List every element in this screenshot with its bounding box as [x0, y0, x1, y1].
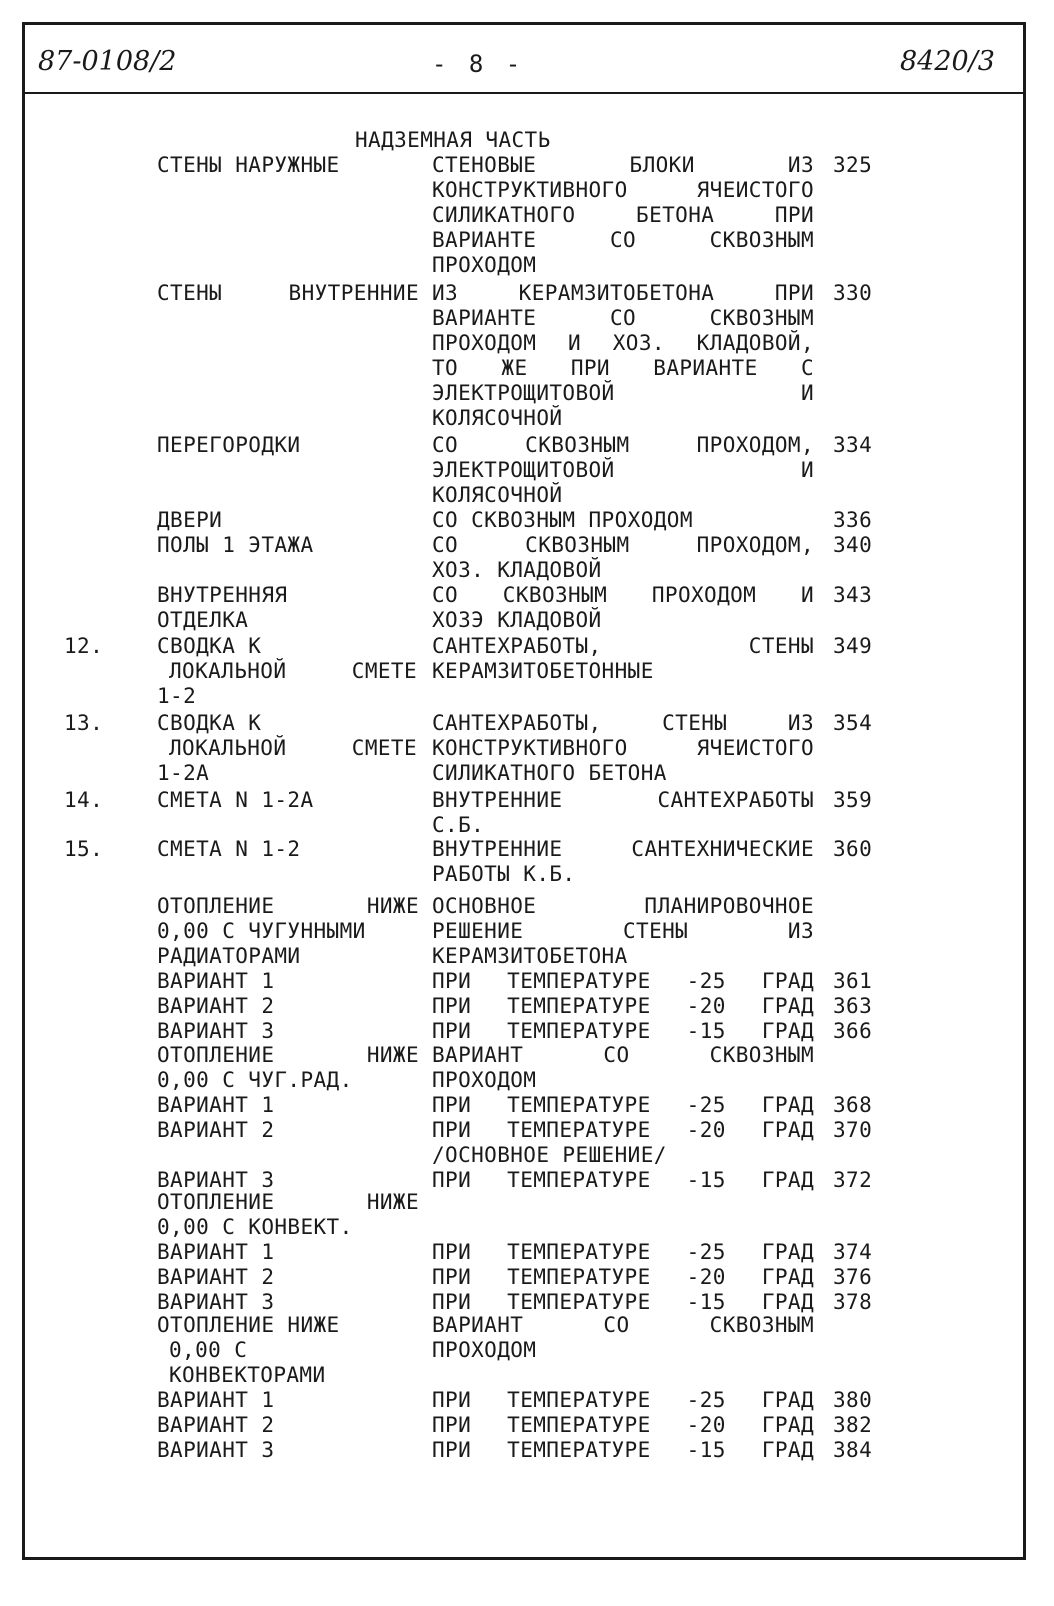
page-ref: 336 — [833, 508, 873, 532]
page-ref: 349 — [833, 634, 873, 658]
entry-name: 1-2 — [157, 684, 197, 708]
entry-description: ВАРИАНТЕ СО СКВОЗНЫМ — [432, 306, 814, 330]
temperature-condition: ПРИ ТЕМПЕРАТУРЕ -25 ГРАД — [432, 1240, 814, 1264]
entry-description: ВАРИАНТЕ СО СКВОЗНЫМ — [432, 228, 814, 252]
variant-label: ВАРИАНТ 2 — [157, 994, 275, 1018]
entry-name: СВОДКА К — [157, 711, 262, 735]
page-ref: 325 — [833, 153, 873, 177]
variant-label: ВАРИАНТ 1 — [157, 969, 275, 993]
page-ref: 382 — [833, 1413, 873, 1437]
temperature-condition: /ОСНОВНОЕ РЕШЕНИЕ/ — [432, 1143, 667, 1167]
entry-name: ПЕРЕГОРОДКИ — [157, 433, 301, 457]
page-ref: 380 — [833, 1388, 873, 1412]
entry-name: СМЕТА N 1-2А — [157, 788, 314, 812]
entry-description: ВНУТРЕННИЕ САНТЕХРАБОТЫ — [432, 788, 814, 812]
document-code-right: 8420/3 — [900, 46, 995, 77]
variant-label: ВАРИАНТ 1 — [157, 1240, 275, 1264]
heating-group-name: ОТОПЛЕНИЕ НИЖЕ — [157, 1313, 340, 1337]
entry-description: ЭЛЕКТРОЩИТОВОЙ И — [432, 458, 814, 482]
page-ref: 363 — [833, 994, 873, 1018]
variant-label: ВАРИАНТ 3 — [157, 1019, 275, 1043]
entry-name: ПОЛЫ 1 ЭТАЖА — [157, 533, 314, 557]
entry-name: СМЕТА N 1-2 — [157, 837, 301, 861]
entry-name: СТЕНЫ НАРУЖНЫЕ — [157, 153, 340, 177]
entry-description: КОНСТРУКТИВНОГО ЯЧЕИСТОГО — [432, 736, 814, 760]
header-divider — [22, 92, 1026, 94]
entry-description: КОЛЯСОЧНОЙ — [432, 406, 563, 430]
heating-group-description: КЕРАМЗИТОБЕТОНА — [432, 944, 628, 968]
heating-group-name: КОНВЕКТОРАМИ — [169, 1363, 326, 1387]
variant-label: ВАРИАНТ 2 — [157, 1118, 275, 1142]
entry-description: СО СКВОЗНЫМ ПРОХОДОМ — [432, 508, 693, 532]
temperature-condition: ПРИ ТЕМПЕРАТУРЕ -25 ГРАД — [432, 1388, 814, 1412]
entry-name: ЛОКАЛЬНОЙ СМЕТЕ — [169, 659, 417, 683]
entry-description: ВНУТРЕННИЕ САНТЕХНИЧЕСКИЕ — [432, 837, 814, 861]
entry-name: ЛОКАЛЬНОЙ СМЕТЕ — [169, 736, 417, 760]
entry-description: СО СКВОЗНЫМ ПРОХОДОМ, — [432, 433, 814, 457]
entry-name: СТЕНЫ ВНУТРЕННИЕ — [157, 281, 419, 305]
page-ref: 361 — [833, 969, 873, 993]
heating-group-name: 0,00 С — [169, 1338, 248, 1362]
heating-group-name: ОТОПЛЕНИЕ НИЖЕ — [157, 894, 419, 918]
temperature-condition: ПРИ ТЕМПЕРАТУРЕ -15 ГРАД — [432, 1168, 814, 1192]
entry-name: ВНУТРЕННЯЯ — [157, 583, 288, 607]
entry-description: ХОЗ. КЛАДОВОЙ — [432, 558, 602, 582]
page-ref: 378 — [833, 1290, 873, 1314]
entry-description: КЕРАМЗИТОБЕТОННЫЕ — [432, 659, 654, 683]
page-ref: 330 — [833, 281, 873, 305]
heating-group-name: 0,00 С ЧУГ.РАД. — [157, 1068, 353, 1092]
heating-group-name: 0,00 С ЧУГУННЫМИ — [157, 919, 366, 943]
variant-label: ВАРИАНТ 3 — [157, 1290, 275, 1314]
heating-group-description: ВАРИАНТ СО СКВОЗНЫМ — [432, 1313, 814, 1337]
page-ref: 384 — [833, 1438, 873, 1462]
entry-description: СО СКВОЗНЫМ ПРОХОДОМ, — [432, 533, 814, 557]
temperature-condition: ПРИ ТЕМПЕРАТУРЕ -15 ГРАД — [432, 1019, 814, 1043]
variant-label: ВАРИАНТ 3 — [157, 1168, 275, 1192]
variant-label: ВАРИАНТ 1 — [157, 1093, 275, 1117]
entry-description: КОЛЯСОЧНОЙ — [432, 483, 563, 507]
temperature-condition: ПРИ ТЕМПЕРАТУРЕ -20 ГРАД — [432, 1265, 814, 1289]
section-title: НАДЗЕМНАЯ ЧАСТЬ — [355, 128, 551, 152]
page-ref: 370 — [833, 1118, 873, 1142]
temperature-condition: ПРИ ТЕМПЕРАТУРЕ -20 ГРАД — [432, 994, 814, 1018]
page-ref: 368 — [833, 1093, 873, 1117]
variant-label: ВАРИАНТ 2 — [157, 1265, 275, 1289]
page-ref: 343 — [833, 583, 873, 607]
entry-description: САНТЕХРАБОТЫ, СТЕНЫ — [432, 634, 814, 658]
temperature-condition: ПРИ ТЕМПЕРАТУРЕ -20 ГРАД — [432, 1413, 814, 1437]
entry-name: СВОДКА К — [157, 634, 262, 658]
heating-group-description: РЕШЕНИЕ СТЕНЫ ИЗ — [432, 919, 814, 943]
entry-description: ПРОХОДОМ — [432, 253, 537, 277]
entry-description: СО СКВОЗНЫМ ПРОХОДОМ И — [432, 583, 814, 607]
entry-name: ДВЕРИ — [157, 508, 223, 532]
heating-group-description: ВАРИАНТ СО СКВОЗНЫМ — [432, 1043, 814, 1067]
entry-description: РАБОТЫ К.Б. — [432, 862, 576, 886]
variant-label: ВАРИАНТ 2 — [157, 1413, 275, 1437]
page-ref: 340 — [833, 533, 873, 557]
entry-description: С.Б. — [432, 813, 485, 837]
entry-description: ТО ЖЕ ПРИ ВАРИАНТЕ С — [432, 356, 814, 380]
temperature-condition: ПРИ ТЕМПЕРАТУРЕ -25 ГРАД — [432, 969, 814, 993]
entry-description: СИЛИКАТНОГО БЕТОНА — [432, 761, 667, 785]
heating-group-name: ОТОПЛЕНИЕ НИЖЕ — [157, 1043, 419, 1067]
heating-group-description: ОСНОВНОЕ ПЛАНИРОВОЧНОЕ — [432, 894, 814, 918]
variant-label: ВАРИАНТ 3 — [157, 1438, 275, 1462]
page-number: - 8 - — [432, 50, 525, 78]
entry-description: ЭЛЕКТРОЩИТОВОЙ И — [432, 381, 814, 405]
page-ref: 334 — [833, 433, 873, 457]
entry-description: ПРОХОДОМ И ХОЗ. КЛАДОВОЙ, — [432, 331, 814, 355]
heating-group-description: ПРОХОДОМ — [432, 1068, 537, 1092]
page-ref: 354 — [833, 711, 873, 735]
page-ref: 360 — [833, 837, 873, 861]
entry-description: ХОЗЭ КЛАДОВОЙ — [432, 608, 602, 632]
page-ref: 366 — [833, 1019, 873, 1043]
entry-name: 1-2А — [157, 761, 210, 785]
entry-description: КОНСТРУКТИВНОГО ЯЧЕИСТОГО — [432, 178, 814, 202]
variant-label: ВАРИАНТ 1 — [157, 1388, 275, 1412]
entry-number: 12. — [64, 634, 104, 658]
entry-number: 13. — [64, 711, 104, 735]
entry-number: 14. — [64, 788, 104, 812]
entry-name: ОТДЕЛКА — [157, 608, 249, 632]
entry-description: ИЗ КЕРАМЗИТОБЕТОНА ПРИ — [432, 281, 814, 305]
entry-number: 15. — [64, 837, 104, 861]
page-ref: 372 — [833, 1168, 873, 1192]
entry-description: САНТЕХРАБОТЫ, СТЕНЫ ИЗ — [432, 711, 814, 735]
temperature-condition: ПРИ ТЕМПЕРАТУРЕ -15 ГРАД — [432, 1438, 814, 1462]
heating-group-description: ПРОХОДОМ — [432, 1338, 537, 1362]
document-code-left: 87-0108/2 — [38, 46, 177, 77]
page-ref: 359 — [833, 788, 873, 812]
temperature-condition: ПРИ ТЕМПЕРАТУРЕ -15 ГРАД — [432, 1290, 814, 1314]
heating-group-name: ОТОПЛЕНИЕ НИЖЕ — [157, 1190, 419, 1214]
page-ref: 374 — [833, 1240, 873, 1264]
temperature-condition: ПРИ ТЕМПЕРАТУРЕ -20 ГРАД — [432, 1118, 814, 1142]
page-ref: 376 — [833, 1265, 873, 1289]
heating-group-name: 0,00 С КОНВЕКТ. — [157, 1215, 353, 1239]
entry-description: СИЛИКАТНОГО БЕТОНА ПРИ — [432, 203, 814, 227]
temperature-condition: ПРИ ТЕМПЕРАТУРЕ -25 ГРАД — [432, 1093, 814, 1117]
entry-description: СТЕНОВЫЕ БЛОКИ ИЗ — [432, 153, 814, 177]
heating-group-name: РАДИАТОРАМИ — [157, 944, 301, 968]
